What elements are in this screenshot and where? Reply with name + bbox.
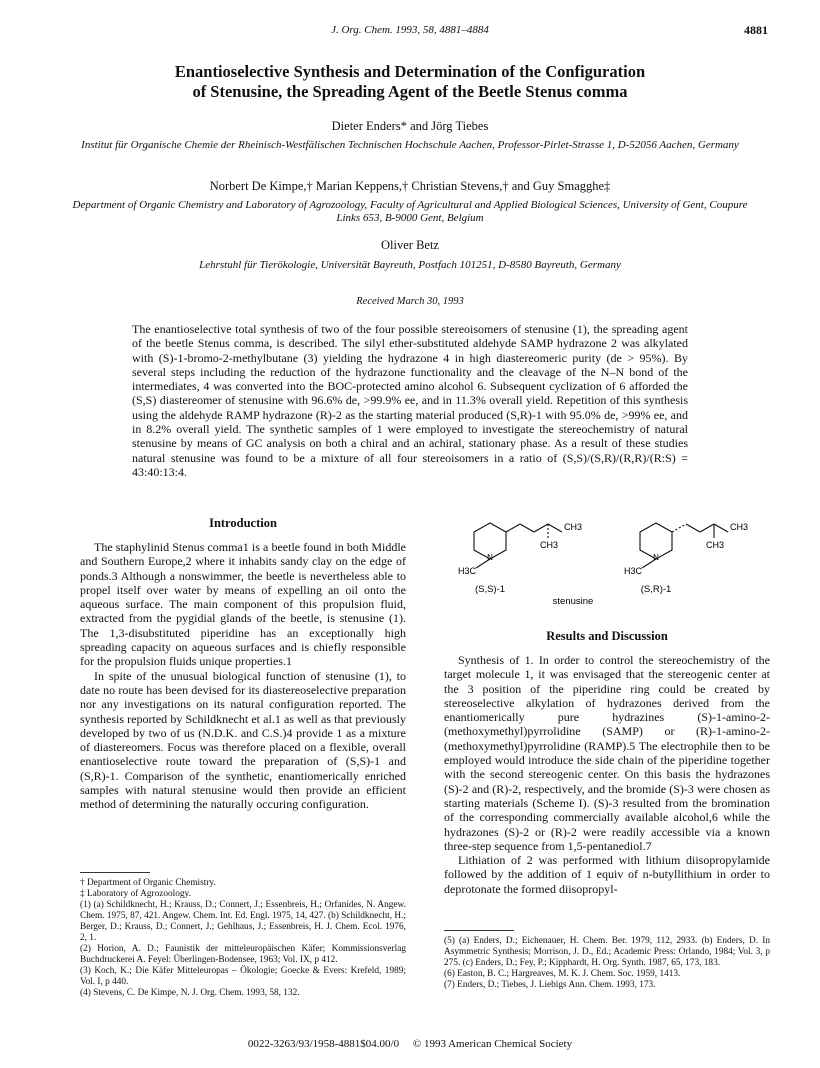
footnote-3: (3) Koch, K.; Die Käfer Mitteleuropas – Ökologie; Goecke & Evers: Krefeld, 1989; Vol. I, p 440. xyxy=(80,966,406,987)
ch3-label-left: CH3 xyxy=(564,522,583,532)
received-date: Received March 30, 1993 xyxy=(356,296,464,307)
label-sr: (S,R)-1 xyxy=(640,584,672,595)
author-group-1: Dieter Enders* and Jörg Tiebes xyxy=(331,119,489,133)
intro-paragraph-1: The staphylinid Stenus comma1 is a beetle found in both Middle and Southern Europe,2 where it inhabits sandy clay on the edge of ponds.3 Although a nonswimmer, the beetle is nevertheless able to propel itself over water by means of expelling an oil onto the aqueous surface. The main component of this propulsion fluid, extracted from the pygidial glands of the beetle, is stenusine (1). The 1,3-disubstituted piperidine has an exceptionally high spreading capacity on aqueous surfaces and is chiefly responsible for the propulsion fluids unique properties.1 xyxy=(80,540,406,669)
n-methyl-left: H3C xyxy=(458,566,477,576)
footnote-5: (5) (a) Enders, D.; Eichenauer, H. Chem. Ber. 1979, 112, 2933. (b) Enders, D. In Asymmetric Synthesis; Morrison, J. D., Ed.; Academic Press: Orlando, 1984; Vol. 3, p 275. (c) Enders, D.; Fey, P.; Kipphardt, H. Org. Synth. 1987, 65, 173, 183. xyxy=(444,936,770,968)
results-heading: Results and Discussion xyxy=(546,629,668,643)
introduction-heading: Introduction xyxy=(209,516,277,530)
abstract: The enantioselective total synthesis of two of the four possible stereoisomers of stenusine (1), the spreading agent of the beetle Stenus comma, is described. The silyl ether-substituted aldehyde SAMP hydrazone 2 was alkylated with (S)-1-bromo-2-methylbutane (3) yielding the hydrazone 4 in high diastereomeric purity (de > 95%). By several steps including the reduction of the hydrazone functionality and the cleavage of the N–N bond of the intermediates, 4 was converted into the BOC-protected amino alcohol 6. Subsequent cyclization of 6 afforded the (S,S) diastereomer of stenusine with 96.6% de, >99.9% ee, and in 11.3% overall yield. Repetition of this synthesis using the aldehyde RAMP hydrazone (R)-2 as the starting material produced (S,R)-1 with 95.0% de, >99% ee, and in 8.2% overall yield. The synthetic samples of 1 were employed to investigate the stereochemistry of natural stenusine by means of GC analysis on both a chiral and an achiral, stationary phase. As a result of these studies natural stenusine was found to be a mixture of all four stereoisomers in a ratio of (S,S)/(S,R)/(R,R)/(R:S) = 43:40:13:4. xyxy=(132,322,688,479)
results-paragraph-1: Synthesis of 1. In order to control the stereochemistry of the target molecule 1, it was envisaged that the stereogenic center at the 3 position of the piperidine ring could be created by stereoselective alkylation of hydrazones derived from the enantiomerically pure hydrazines (S)-1-amino-2-(methoxymethyl)pyrrolidine (SAMP) or (R)-1-amino-2-(methoxymethyl)pyrrolidine (RAMP).5 The electrophile then to be employed would introduce the side chain of the piperidine together with the second stereogenic center. On this basis the hydrazones (S)-2 and (R)-2, respectively, and the bromide (S)-3 were chosen as starting materials (Scheme I). (S)-3 resulted from the bromination of the corresponding commercially available alcohol,6 while the hydrazones (S)-2 or (R)-2 were readily accessible via a known three-step sequence from 1,5-pentanediol.7 xyxy=(444,653,770,853)
footnote-2: (2) Horion, A. D.; Faunistik der mitteleuropäischen Käfer; Kommissionsverlag Buchdruckerei A. Feyel: Überlingen-Bodensee, 1963; Vol. IX, p 412. xyxy=(80,944,406,965)
n-atom-left: N xyxy=(487,553,493,562)
figure-caption: stenusine xyxy=(552,596,594,607)
footnotes-left xyxy=(80,878,406,999)
footnote-rule-right xyxy=(444,930,514,931)
footnote-6: (6) Easton, B. C.; Hargreaves, M. K. J. Chem. Soc. 1959, 1413. xyxy=(444,969,681,979)
footnote-1: (1) (a) Schildknecht, H.; Krauss, D.; Connert, J.; Essenbreis, H.; Orfanides, N. Angew. Chem. 1975, 87, 421. Angew. Chem. Int. Ed. Engl. 1975, 14, 427. (b) Schildknecht, H.; Berger, D.; Krauss, D.; Connert, J.; Gehlhaus, J.; Essenbreis, H. J. Chem. Ecol. 1976, 2, 1. xyxy=(80,900,406,943)
affiliation-1: Institut für Organische Chemie der Rheinisch-Westfälischen Technischen Hochschule Aachen, Professor-Pirlet-Strasse 1, D-52056 Aachen, Germany xyxy=(81,139,739,151)
footnote-rule-left xyxy=(80,872,150,873)
stenusine-structures xyxy=(444,508,770,618)
affiliation-2: Department of Organic Chemistry and Laboratory of Agrozoology, Faculty of Agricultural and Applied Biological Sciences, University of Gent, Coupure Links 653, B-9000 Gent, Belgium xyxy=(72,199,748,224)
footnote-dagger: † Department of Organic Chemistry. xyxy=(80,878,216,888)
article-title xyxy=(60,62,760,102)
results-body xyxy=(444,653,770,896)
n-atom-right: N xyxy=(653,553,659,562)
intro-paragraph-2: In spite of the unusual biological function of stenusine (1), to date no route has been devised for its diastereoselective preparation nor any investigations on its natural configuration reported. The synthesis reported by Schildknecht et al.1 as well as that previously developed by two of us (N.D.K. and C.S.)4 provide 1 as a mixture of diastereomers. Focus was therefore placed on a flexible, overall enantioselective route toward the preparation of (S,S)-1 and (S,R)-1. Comparison of the synthetic, enantiomerically enriched samples with natural stenusine would then provide an efficient method of determining the naturally occuring configuration. xyxy=(80,668,406,812)
footnote-4: (4) Stevens, C. De Kimpe, N. J. Org. Chem. 1993, 58, 132. xyxy=(80,988,300,998)
footnote-double-dagger: ‡ Laboratory of Agrozoology. xyxy=(80,889,191,899)
ch3-branch-right: CH3 xyxy=(706,540,725,550)
running-head: J. Org. Chem. 1993, 58, 4881–4884 xyxy=(331,24,489,36)
n-methyl-right: H3C xyxy=(624,566,643,576)
footnotes-right xyxy=(444,936,770,991)
author-group-2: Norbert De Kimpe,† Marian Keppens,† Christian Stevens,† and Guy Smagghe‡ xyxy=(209,179,611,193)
ch3-label-right: CH3 xyxy=(730,522,749,532)
affiliation-3: Lehrstuhl für Tierökologie, Universität Bayreuth, Postfach 101251, D-8580 Bayreuth, Germany xyxy=(199,259,621,271)
page-number: 4881 xyxy=(744,23,768,37)
copyright-line: 0022-3263/93/1958-4881$04.00/0 © 1993 American Chemical Society xyxy=(247,1038,573,1050)
ch3-branch-left: CH3 xyxy=(540,540,559,550)
title-line-2: of Stenusine, the Spreading Agent of the Beetle Stenus comma xyxy=(192,82,628,101)
author-group-3: Oliver Betz xyxy=(381,238,439,252)
label-ss: (S,S)-1 xyxy=(474,584,506,595)
introduction-body xyxy=(80,540,406,812)
title-line-1: Enantioselective Synthesis and Determination of the Configuration xyxy=(174,62,646,81)
footnote-7: (7) Enders, D.; Tiebes, J. Liebigs Ann. Chem. 1993, 173. xyxy=(444,980,656,990)
results-paragraph-2: Lithiation of 2 was performed with lithium diisopropylamide followed by the addition of 1 equiv of n-butyllithium in order to deprotonate the formed diisopropyl- xyxy=(444,853,770,896)
